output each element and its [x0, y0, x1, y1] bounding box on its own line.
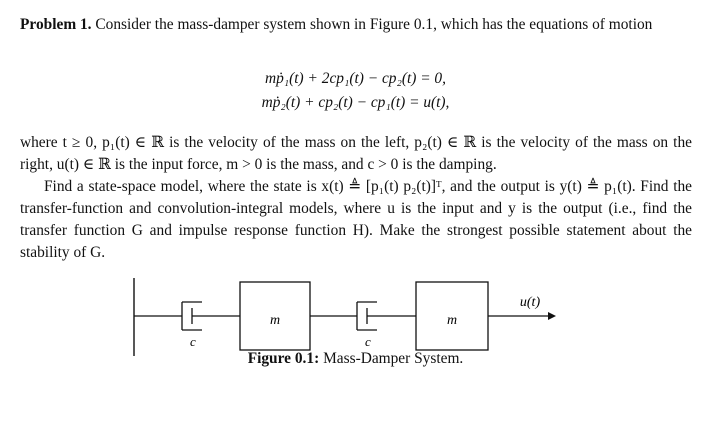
right-mass-label: m: [446, 313, 458, 328]
middle-damper: [310, 302, 416, 330]
mass-damper-diagram: [120, 272, 590, 362]
problem-intro-text: Consider the mass-damper system shown in Figure 0.1, which has the equations of motion: [95, 16, 653, 33]
caption-number: Figure 0.1:: [247, 350, 320, 367]
paragraph-variables: where t ≥ 0, p₁(t) ∈ ℝ is the velocity of the mass on the left, p₂(t) ∈ ℝ is the velocity of the mass on the right, u(t) ∈ ℝ is the input force, m > 0 is the mass, and c > 0 is the damping.: [20, 134, 692, 173]
left-damper: [182, 302, 240, 330]
equation-1: mṗ₁(t) + 2cp₁(t) − cp₂(t) = 0,: [265, 70, 446, 87]
input-arrow-head: [548, 312, 556, 320]
figure-caption: [0, 350, 711, 368]
left-mass-label: m: [269, 313, 281, 328]
problem-intro: [20, 14, 692, 36]
left-damper-label: c: [190, 334, 196, 349]
middle-damper-label: c: [365, 334, 371, 349]
equation-2: mṗ₂(t) + cp₂(t) − cp₁(t) = u(t),: [261, 94, 450, 111]
input-force-label: u(t): [519, 295, 541, 310]
paragraph-task: Find a state-space model, where the state is x(t) ≜ [p₁(t) p₂(t)]ᵀ, and the output is y(t) ≜ p₁(t). Find the transfer-function and convolution-integral models, where u is the input and y is the output (i.e., find the transfer function G and impulse response function H). Make the strongest possible statement about the stability of G.: [20, 178, 692, 261]
problem-heading: Problem 1.: [20, 16, 92, 33]
caption-text: Mass-Damper System.: [323, 350, 464, 367]
